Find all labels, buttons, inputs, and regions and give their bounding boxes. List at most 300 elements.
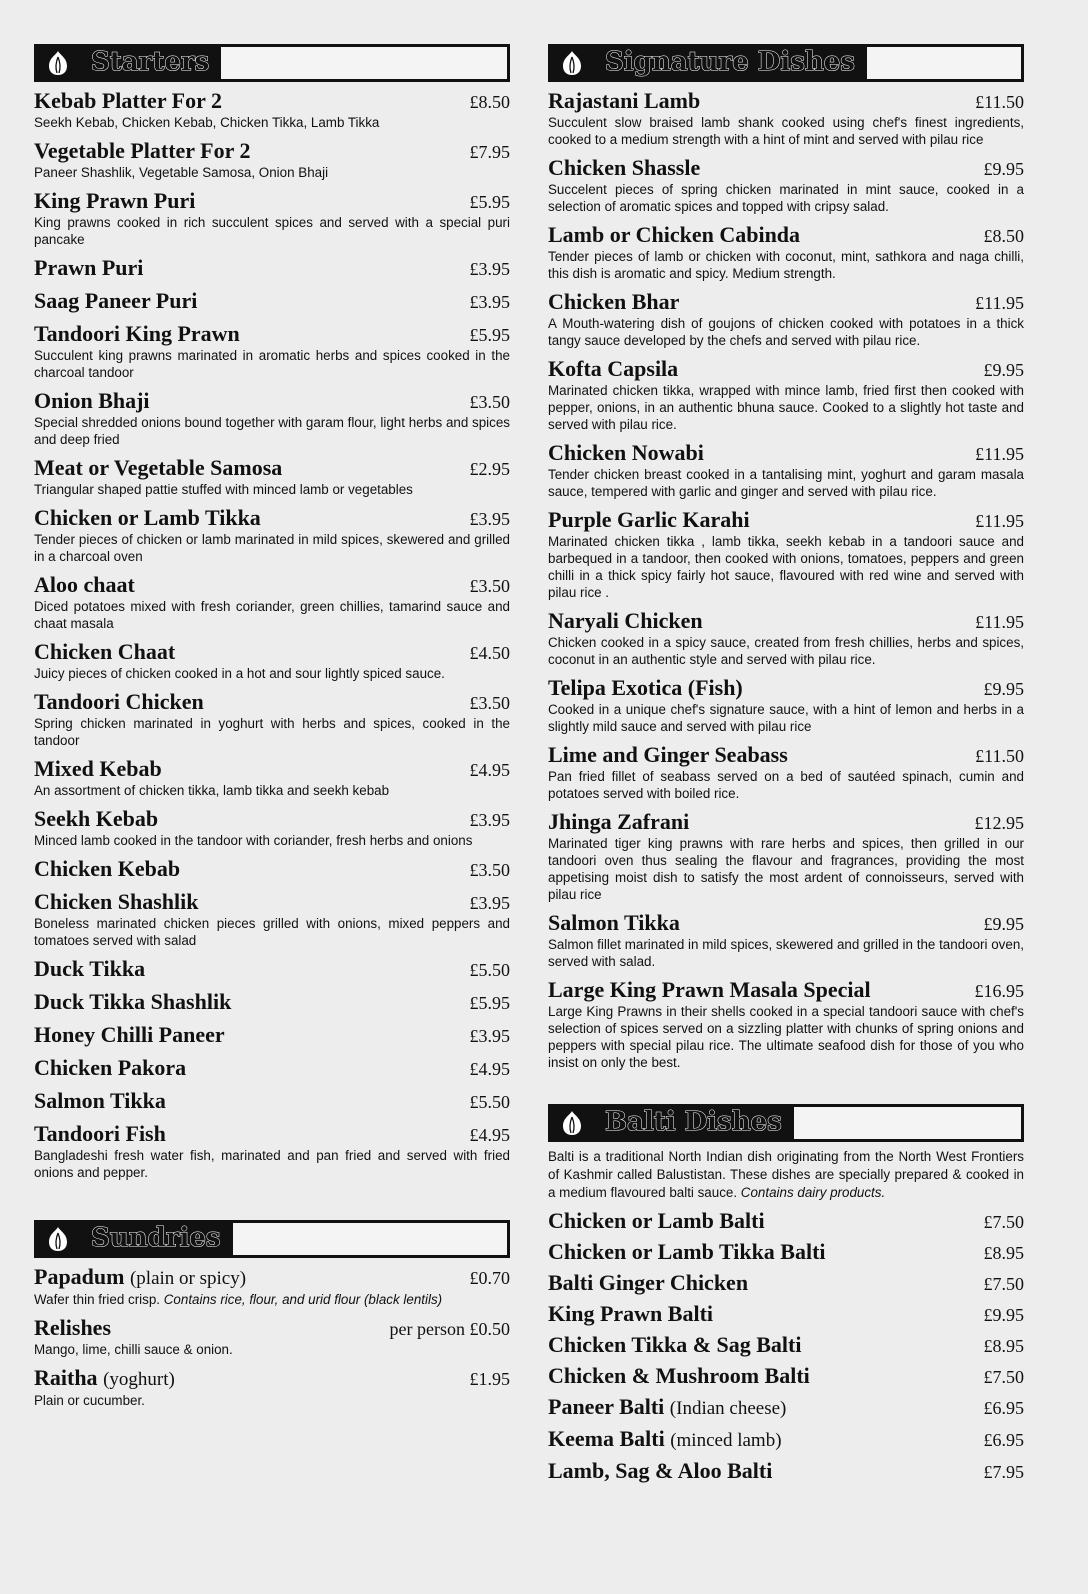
menu-item bbox=[34, 1365, 510, 1409]
menu-item-row bbox=[548, 356, 1024, 382]
menu-item bbox=[548, 809, 1024, 903]
menu-item-name bbox=[34, 806, 158, 831]
dish-description-text: Salmon fillet marinated in mild spices, skewered and grilled in the tandoori oven, served with salad. bbox=[548, 937, 1024, 969]
dish-description bbox=[548, 466, 1024, 500]
menu-item-row bbox=[34, 1365, 510, 1392]
dish-price: £7.95 bbox=[469, 142, 510, 162]
dish-description bbox=[548, 634, 1024, 668]
menu-item-row bbox=[34, 956, 510, 982]
menu-item bbox=[548, 356, 1024, 433]
menu-item-name bbox=[548, 1270, 748, 1295]
menu-item bbox=[548, 1426, 1024, 1453]
menu-item bbox=[34, 88, 510, 131]
dish-name: Duck Tikka bbox=[34, 956, 146, 981]
dish-price: £3.95 bbox=[469, 292, 510, 312]
dish-description bbox=[34, 915, 510, 949]
balti-intro bbox=[548, 1148, 1024, 1202]
dish-name: Papadum bbox=[34, 1264, 125, 1289]
menu-item-name bbox=[548, 289, 679, 314]
menu-item-row bbox=[34, 321, 510, 347]
dish-name: Seekh Kebab bbox=[34, 806, 159, 831]
dish-price: £8.50 bbox=[983, 226, 1024, 246]
menu-item-name bbox=[34, 1264, 246, 1291]
dish-description bbox=[548, 768, 1024, 802]
menu-item-row bbox=[34, 1264, 510, 1291]
dish-description-text: Marinated chicken tikka , lamb tikka, seekh kebab in a tandoori sauce and barbequed in a tandoor, then cooked with onions, tomatoes, peppers and green chilli in a thick spicy fairly hot sauce, flavoured with red wine and served with pilau rice . bbox=[548, 534, 1024, 600]
menu-item bbox=[34, 1022, 510, 1048]
dish-name: Chicken Shashlik bbox=[34, 889, 199, 914]
dish-price: £5.95 bbox=[469, 325, 510, 345]
dish-price: £7.50 bbox=[983, 1212, 1024, 1232]
menu-item bbox=[34, 806, 510, 849]
dish-description bbox=[548, 382, 1024, 433]
dish-name: Purple Garlic Karahi bbox=[548, 507, 750, 532]
dish-name: King Prawn Balti bbox=[548, 1301, 714, 1326]
menu-item bbox=[548, 88, 1024, 148]
menu-item-name bbox=[34, 288, 197, 313]
dish-name: Relishes bbox=[34, 1315, 111, 1340]
menu-item-row bbox=[548, 155, 1024, 181]
menu-item-name bbox=[548, 88, 700, 113]
menu-item-name bbox=[548, 1363, 810, 1388]
menu-item bbox=[548, 222, 1024, 282]
dish-price: £12.95 bbox=[974, 813, 1024, 833]
dish-note: (yoghurt) bbox=[103, 1369, 175, 1390]
dish-name: Onion Bhaji bbox=[34, 388, 150, 413]
dish-name: Paneer Balti bbox=[548, 1394, 665, 1419]
dish-name: Salmon Tikka bbox=[548, 910, 680, 935]
dish-name: Tandoori Fish bbox=[34, 1121, 166, 1146]
dish-description-text: Tender pieces of chicken or lamb marinated in mild spices, skewered and grilled in a charcoal oven bbox=[34, 532, 510, 564]
dish-price: £7.50 bbox=[983, 1274, 1024, 1294]
dish-description bbox=[34, 214, 510, 248]
balti-title: Balti Dishes bbox=[601, 1106, 788, 1140]
signature-title: Signature Dishes bbox=[601, 46, 861, 80]
dish-name: Chicken & Mushroom Balti bbox=[548, 1363, 810, 1388]
dish-name: Keema Balti bbox=[548, 1426, 665, 1451]
dish-description-text: Large King Prawns in their shells cooked in a special tandoori sauce with chef's selection of spices served on a sizzling platter with chunks of spring onions and peppers with special pilau rice. The ultimate seafood dish for those of you who insist on only the best. bbox=[548, 1004, 1024, 1070]
menu-item bbox=[34, 956, 510, 982]
dish-description bbox=[548, 248, 1024, 282]
garlic-icon bbox=[43, 49, 73, 77]
menu-item-name bbox=[548, 155, 700, 180]
right-column bbox=[548, 44, 1024, 1489]
menu-item bbox=[34, 455, 510, 498]
menu-item-name bbox=[548, 675, 743, 700]
dish-name: Prawn Puri bbox=[34, 255, 144, 280]
menu-item bbox=[548, 507, 1024, 601]
dish-description bbox=[548, 1003, 1024, 1071]
menu-item-row bbox=[548, 742, 1024, 768]
menu-item bbox=[548, 1394, 1024, 1421]
dish-name: Chicken Bhar bbox=[548, 289, 680, 314]
menu-item-name bbox=[34, 388, 150, 413]
left-column bbox=[34, 44, 510, 1416]
dish-name: Rajastani Lamb bbox=[548, 88, 701, 113]
dish-price: £3.50 bbox=[469, 693, 510, 713]
dish-description bbox=[34, 1147, 510, 1181]
menu-item-row bbox=[34, 1022, 510, 1048]
menu-item-row bbox=[34, 388, 510, 414]
dish-price: £9.95 bbox=[983, 1305, 1024, 1325]
dish-price: £4.50 bbox=[469, 643, 510, 663]
dish-description-text: Minced lamb cooked in the tandoor with coriander, fresh herbs and onions bbox=[34, 833, 473, 848]
dish-price: £11.95 bbox=[975, 293, 1024, 313]
dish-price: £3.95 bbox=[469, 509, 510, 529]
dish-description bbox=[34, 782, 510, 799]
dish-price: £3.95 bbox=[469, 1026, 510, 1046]
dish-description-text: Triangular shaped pattie stuffed with minced lamb or vegetables bbox=[34, 482, 413, 497]
menu-item-row bbox=[548, 1394, 1024, 1421]
starters-title: Starters bbox=[87, 46, 215, 80]
menu-item-name bbox=[34, 1365, 175, 1392]
menu-item bbox=[548, 1239, 1024, 1265]
menu-item-row bbox=[34, 989, 510, 1015]
menu-item-name bbox=[34, 88, 222, 113]
dish-description bbox=[34, 1341, 510, 1358]
balti-list bbox=[548, 1208, 1024, 1484]
dish-description bbox=[34, 715, 510, 749]
menu-item bbox=[34, 689, 510, 749]
dish-note: (minced lamb) bbox=[670, 1430, 782, 1451]
menu-item-name bbox=[548, 440, 704, 465]
balti-intro-italic: Contains dairy products. bbox=[740, 1185, 886, 1200]
dish-name: Mixed Kebab bbox=[34, 756, 162, 781]
dish-price: £5.95 bbox=[469, 192, 510, 212]
dish-description-text: Succulent king prawns marinated in aromatic herbs and spices cooked in the charcoal tandoor bbox=[34, 348, 510, 380]
dish-description bbox=[34, 832, 510, 849]
menu-item bbox=[548, 742, 1024, 802]
dish-name: Tandoori King Prawn bbox=[34, 321, 240, 346]
dish-price: £3.50 bbox=[469, 576, 510, 596]
dish-price: £11.95 bbox=[975, 444, 1024, 464]
menu-item-name bbox=[34, 255, 143, 280]
dish-description bbox=[548, 315, 1024, 349]
dish-price: £16.95 bbox=[974, 981, 1024, 1001]
dish-name: Chicken Pakora bbox=[34, 1055, 187, 1080]
dish-price: £4.95 bbox=[469, 760, 510, 780]
balti-intro-text: Balti is a traditional North Indian dish originating from the North West Frontiers of Kashmir called Balustistan. These dishes are specially prepared & cooked in a medium flavoured balti sauce. bbox=[548, 1149, 1024, 1200]
menu-item-name bbox=[548, 356, 678, 381]
menu-item-name bbox=[548, 1426, 782, 1453]
dish-name: King Prawn Puri bbox=[34, 188, 196, 213]
menu-item-row bbox=[548, 809, 1024, 835]
dish-name: Raitha bbox=[34, 1365, 98, 1390]
menu-item bbox=[34, 1264, 510, 1308]
menu-item bbox=[34, 1315, 510, 1358]
menu-item-row bbox=[34, 856, 510, 882]
menu-item-row bbox=[34, 505, 510, 531]
menu-item-row bbox=[34, 639, 510, 665]
menu-item-name bbox=[548, 977, 871, 1002]
dish-description-text: Chicken cooked in a spicy sauce, created from fresh chillies, herbs and spices, coconut in an authentic style and served with pilau rice. bbox=[548, 635, 1024, 667]
dish-description-text: An assortment of chicken tikka, lamb tikka and seekh kebab bbox=[34, 783, 390, 798]
menu-item-row bbox=[548, 1363, 1024, 1389]
dish-description bbox=[34, 1392, 510, 1409]
signature-header bbox=[548, 44, 1024, 82]
menu-item-name bbox=[34, 856, 180, 881]
dish-description bbox=[548, 533, 1024, 601]
dish-description bbox=[548, 936, 1024, 970]
menu-item bbox=[548, 289, 1024, 349]
menu-item-row bbox=[548, 977, 1024, 1003]
dish-description-text: Bangladeshi fresh water fish, marinated and pan fried and served with fried onions and pepper. bbox=[34, 1148, 510, 1180]
dish-description-text: Mango, lime, chilli sauce & onion. bbox=[34, 1342, 233, 1357]
dish-name: Chicken or Lamb Balti bbox=[548, 1208, 765, 1233]
menu-item-row bbox=[34, 806, 510, 832]
dish-description bbox=[548, 114, 1024, 148]
dish-name: Telipa Exotica (Fish) bbox=[548, 675, 743, 700]
dish-name: Balti Ginger Chicken bbox=[548, 1270, 749, 1295]
dish-description bbox=[34, 114, 510, 131]
menu-item bbox=[548, 977, 1024, 1071]
dish-price: £11.50 bbox=[975, 746, 1024, 766]
menu-item bbox=[34, 288, 510, 314]
starters-list bbox=[34, 88, 510, 1181]
menu-item bbox=[548, 155, 1024, 215]
balti-header bbox=[548, 1104, 1024, 1142]
dish-name: Chicken Tikka & Sag Balti bbox=[548, 1332, 802, 1357]
dish-name: Kofta Capsila bbox=[548, 356, 679, 381]
dish-price: £5.50 bbox=[469, 960, 510, 980]
dish-description-text: Pan fried fillet of seabass served on a bed of sautéed spinach, cumin and potatoes served with boiled rice. bbox=[548, 769, 1024, 801]
dish-description-text: Marinated tiger king prawns with rare herbs and spices, then grilled in our tandoori oven thus sealing the flavour and fragrances, providing the most appetising moist dish to satisfy the most ardent of connoisseurs, served with pilau rice bbox=[548, 836, 1024, 902]
dish-note: (plain or spicy) bbox=[129, 1268, 247, 1289]
menu-item-row bbox=[34, 288, 510, 314]
garlic-icon bbox=[557, 49, 587, 77]
dish-description-text: Succulent slow braised lamb shank cooked using chef's finest ingredients, cooked to a medium strength with a hint of mint and served with pilau rice bbox=[548, 115, 1024, 147]
menu-item-row bbox=[548, 440, 1024, 466]
dish-description bbox=[34, 531, 510, 565]
signature-list bbox=[548, 88, 1024, 1071]
dish-price: £11.50 bbox=[975, 92, 1024, 112]
menu-item bbox=[34, 572, 510, 632]
menu-item-name bbox=[548, 222, 800, 247]
garlic-icon bbox=[43, 1225, 73, 1253]
menu-item-row bbox=[34, 255, 510, 281]
dish-name: Vegetable Platter For 2 bbox=[34, 138, 251, 163]
menu-item-row bbox=[34, 689, 510, 715]
menu-item-name bbox=[548, 1301, 713, 1326]
menu-item bbox=[34, 756, 510, 799]
dish-price: £4.95 bbox=[469, 1125, 510, 1145]
dish-description-text: Wafer thin fried crisp. bbox=[34, 1292, 161, 1307]
menu-item-name bbox=[548, 608, 703, 633]
menu-item-name bbox=[548, 742, 788, 767]
menu-item-row bbox=[548, 289, 1024, 315]
dish-note: (Indian cheese) bbox=[669, 1398, 787, 1419]
menu-item bbox=[548, 1208, 1024, 1234]
menu-item-row bbox=[34, 188, 510, 214]
menu-item-row bbox=[548, 1301, 1024, 1327]
dish-name: Naryali Chicken bbox=[548, 608, 703, 633]
menu-item bbox=[34, 1121, 510, 1181]
dish-description-text: Boneless marinated chicken pieces grilled with onions, mixed peppers and tomatoes served with salad bbox=[34, 916, 510, 948]
dish-name: Meat or Vegetable Samosa bbox=[34, 455, 283, 480]
dish-price: £8.95 bbox=[983, 1243, 1024, 1263]
menu-item-row bbox=[548, 507, 1024, 533]
menu-item bbox=[34, 1088, 510, 1114]
dish-description-text: Special shredded onions bound together with garam flour, light herbs and spices and deep fried bbox=[34, 415, 510, 447]
dish-description-text: King prawns cooked in rich succulent spices and served with a special puri pancake bbox=[34, 215, 510, 247]
dish-description-text: Spring chicken marinated in yoghurt with herbs and spices, cooked in the tandoor bbox=[34, 716, 510, 748]
garlic-icon bbox=[557, 1109, 587, 1137]
menu-item-name bbox=[34, 1055, 186, 1080]
dish-price: £8.95 bbox=[983, 1336, 1024, 1356]
menu-item-row bbox=[548, 1270, 1024, 1296]
dish-price: £5.95 bbox=[469, 993, 510, 1013]
dish-name: Chicken Kebab bbox=[34, 856, 181, 881]
dish-price: £9.95 bbox=[983, 914, 1024, 934]
dish-name: Saag Paneer Puri bbox=[34, 288, 198, 313]
dish-name: Lime and Ginger Seabass bbox=[548, 742, 788, 767]
menu-item bbox=[34, 639, 510, 682]
dish-price: £7.50 bbox=[983, 1367, 1024, 1387]
menu-item bbox=[548, 608, 1024, 668]
dish-name: Aloo chaat bbox=[34, 572, 135, 597]
dish-price: £9.95 bbox=[983, 679, 1024, 699]
dish-price: £6.95 bbox=[983, 1398, 1024, 1418]
menu-item-row bbox=[548, 675, 1024, 701]
menu-item-row bbox=[34, 455, 510, 481]
dish-name: Lamb or Chicken Cabinda bbox=[548, 222, 801, 247]
dish-price: £8.50 bbox=[469, 92, 510, 112]
menu-item bbox=[548, 1363, 1024, 1389]
dish-price: £3.95 bbox=[469, 259, 510, 279]
dish-name: Salmon Tikka bbox=[34, 1088, 166, 1113]
dish-name: Honey Chilli Paneer bbox=[34, 1022, 225, 1047]
menu-item bbox=[34, 856, 510, 882]
menu-item-name bbox=[34, 689, 204, 714]
dish-price: £3.50 bbox=[469, 392, 510, 412]
starters-header bbox=[34, 44, 510, 82]
dish-name: Duck Tikka Shashlik bbox=[34, 989, 232, 1014]
dish-price: £2.95 bbox=[469, 459, 510, 479]
menu-item-name bbox=[34, 1088, 166, 1113]
dish-description-text: Marinated chicken tikka, wrapped with mince lamb, fried first then cooked with pepper, onions, in an authentic bhuna sauce. Cooked to a slightly hot taste and served with pilau rice. bbox=[548, 383, 1024, 432]
dish-price: £3.50 bbox=[469, 860, 510, 880]
dish-price: £1.95 bbox=[469, 1369, 510, 1389]
menu-item-row bbox=[34, 88, 510, 114]
dish-name: Jhinga Zafrani bbox=[548, 809, 690, 834]
dish-description-text: A Mouth-watering dish of goujons of chicken cooked with potatoes in a thick tangy sauce developed by the chefs and served with pilau rice. bbox=[548, 316, 1024, 348]
dish-name: Large King Prawn Masala Special bbox=[548, 977, 871, 1002]
menu-item-row bbox=[548, 1426, 1024, 1453]
menu-item bbox=[34, 889, 510, 949]
dish-description bbox=[34, 414, 510, 448]
dish-name: Chicken or Lamb Tikka bbox=[34, 505, 261, 530]
menu-item bbox=[34, 989, 510, 1015]
dish-price: £4.95 bbox=[469, 1059, 510, 1079]
dish-name: Chicken Chaat bbox=[34, 639, 176, 664]
dish-name: Chicken or Lamb Tikka Balti bbox=[548, 1239, 826, 1264]
menu-item-row bbox=[34, 138, 510, 164]
menu-item bbox=[34, 321, 510, 381]
menu-item bbox=[34, 188, 510, 248]
menu-item-row bbox=[548, 1458, 1024, 1484]
menu-item-name bbox=[34, 572, 135, 597]
dish-price: £5.50 bbox=[469, 1092, 510, 1112]
dish-description-text: Tender pieces of lamb or chicken with coconut, mint, sathkora and naga chilli, this dish is aromatic and spicy. Medium strength. bbox=[548, 249, 1024, 281]
menu-item-row bbox=[34, 1121, 510, 1147]
menu-item-name bbox=[548, 1458, 772, 1483]
menu-item-name bbox=[34, 956, 145, 981]
menu-item-row bbox=[34, 756, 510, 782]
sundries-list bbox=[34, 1264, 510, 1409]
menu-item bbox=[34, 1055, 510, 1081]
dish-description-text: Plain or cucumber. bbox=[34, 1393, 145, 1408]
menu-item bbox=[548, 1332, 1024, 1358]
dish-description-text: Diced potatoes mixed with fresh coriander, green chillies, tamarind sauce and chaat masala bbox=[34, 599, 510, 631]
dish-price: £3.95 bbox=[469, 810, 510, 830]
menu-item-row bbox=[34, 889, 510, 915]
menu-item-row bbox=[34, 1315, 510, 1341]
dish-description bbox=[548, 181, 1024, 215]
menu-item-name bbox=[548, 809, 689, 834]
dish-description-italic: Contains rice, flour, and urid flour (black lentils) bbox=[163, 1292, 443, 1307]
menu-item-name bbox=[34, 321, 240, 346]
menu-item bbox=[34, 138, 510, 181]
dish-name: Kebab Platter For 2 bbox=[34, 88, 222, 113]
dish-description-text: Cooked in a unique chef's signature sauce, with a hint of lemon and herbs in a slightly mild sauce and served with pilau rice bbox=[548, 702, 1024, 734]
dish-description-text: Tender chicken breast cooked in a tantalising mint, yoghurt and garam masala sauce, tempered with garlic and ginger and served with pilau rice. bbox=[548, 467, 1024, 499]
menu-item-row bbox=[548, 608, 1024, 634]
dish-description bbox=[34, 347, 510, 381]
menu-item-name bbox=[548, 1394, 786, 1421]
dish-description bbox=[34, 1291, 510, 1308]
dish-description bbox=[34, 481, 510, 498]
menu-item-name bbox=[34, 1121, 166, 1146]
dish-price: £7.95 bbox=[983, 1462, 1024, 1482]
menu-item-row bbox=[548, 1208, 1024, 1234]
dish-description-text: Seekh Kebab, Chicken Kebab, Chicken Tikka, Lamb Tikka bbox=[34, 115, 380, 130]
menu-item-row bbox=[34, 1088, 510, 1114]
dish-description bbox=[34, 665, 510, 682]
menu-item bbox=[548, 910, 1024, 970]
dish-name: Chicken Shassle bbox=[548, 155, 701, 180]
dish-description-text: Paneer Shashlik, Vegetable Samosa, Onion Bhaji bbox=[34, 165, 329, 180]
menu-item bbox=[548, 1270, 1024, 1296]
menu-item bbox=[548, 675, 1024, 735]
menu-item bbox=[548, 440, 1024, 500]
menu-item-name bbox=[34, 989, 231, 1014]
menu-item-name bbox=[34, 1022, 225, 1047]
dish-description-text: Succelent pieces of spring chicken marinated in mint sauce, cooked in a selection of aromatic spices and topped with cripsy salad. bbox=[548, 182, 1024, 214]
menu-item-name bbox=[34, 455, 282, 480]
dish-description bbox=[34, 164, 510, 181]
sundries-header bbox=[34, 1220, 510, 1258]
menu-item bbox=[548, 1301, 1024, 1327]
dish-price: £9.95 bbox=[983, 159, 1024, 179]
menu-item-name bbox=[548, 1332, 801, 1357]
menu-item-name bbox=[548, 507, 750, 532]
menu-item bbox=[548, 1458, 1024, 1484]
menu-item-name bbox=[34, 138, 250, 163]
dish-name: Chicken Nowabi bbox=[548, 440, 704, 465]
dish-price: per person £0.50 bbox=[389, 1319, 510, 1339]
menu-item-name bbox=[34, 889, 198, 914]
dish-price: £11.95 bbox=[975, 612, 1024, 632]
menu-item-name bbox=[34, 639, 175, 664]
menu-item-name bbox=[34, 756, 162, 781]
dish-name: Tandoori Chicken bbox=[34, 689, 204, 714]
menu-item-row bbox=[34, 1055, 510, 1081]
sundries-title: Sundries bbox=[87, 1222, 227, 1256]
menu-item-name bbox=[548, 1239, 826, 1264]
menu-item-row bbox=[548, 88, 1024, 114]
menu-item-row bbox=[548, 1239, 1024, 1265]
dish-price: £9.95 bbox=[983, 360, 1024, 380]
